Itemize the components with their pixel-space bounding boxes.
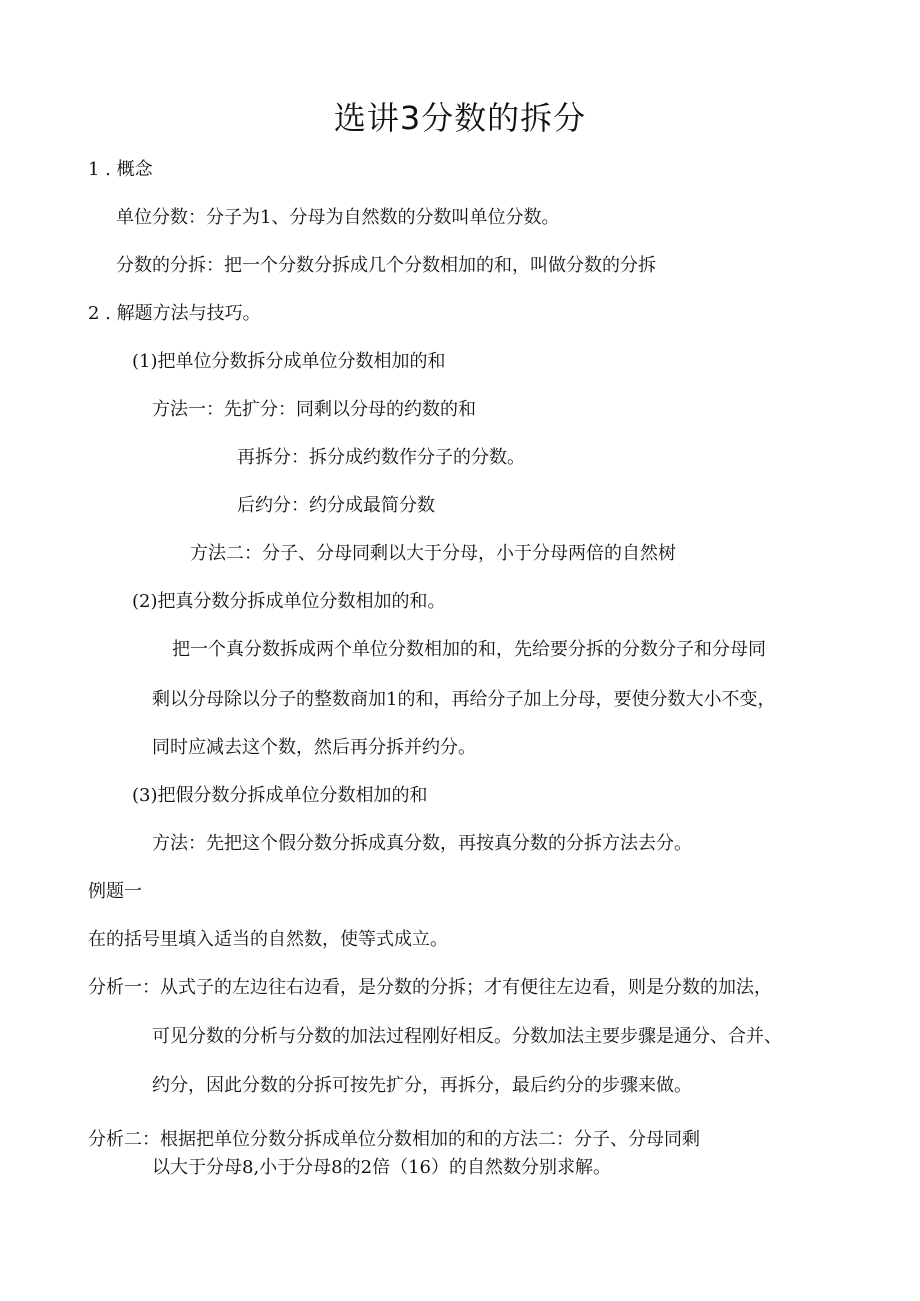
method1-way2: 方法二：分子、分母同剩以大于分母，小于分母两倍的自然树 [190,543,676,564]
method2-heading: (2)把真分数分拆成单位分数相加的和。 [132,591,446,612]
analysis2-line: 分析二：根据把单位分数分拆成单位分数相加的和的方法二：分子、分母同剩 [88,1129,700,1150]
method1-way1-expand: 方法一：先扩分：同剩以分母的约数的和 [152,399,476,420]
method2-paragraph-line: 把一个真分数拆成两个单位分数相加的和，先给要分拆的分数分子和分母同 [172,639,766,660]
concept-fraction-split: 分数的分拆：把一个分数分拆成几个分数相加的和，叫做分数的分拆 [116,255,656,276]
method1-way1-reduce: 后约分：约分成最简分数 [237,495,435,516]
document-title: 选讲3分数的拆分 [333,99,587,137]
analysis1-line: 可见分数的分析与分数的加法过程刚好相反。分数加法主要步骤是通分、合并、 [152,1026,782,1047]
methods-heading: 2 . 解题方法与技巧。 [88,303,261,324]
method3-heading: (3)把假分数分拆成单位分数相加的和 [132,785,428,806]
example-heading: 例题一 [88,881,142,902]
method3-way: 方法：先把这个假分数分拆成真分数，再按真分数的分拆方法去分。 [152,833,692,854]
method2-paragraph-line: 同时应减去这个数，然后再分拆并约分。 [152,737,476,758]
analysis2-line: 以大于分母8,小于分母8的2倍（16）的自然数分别求解。 [152,1157,611,1178]
concept-unit-fraction: 单位分数：分子为1、分母为自然数的分数叫单位分数。 [116,207,560,228]
concept-heading: 1 . 概念 [88,159,153,180]
example-task: 在的括号里填入适当的自然数，使等式成立。 [88,929,448,950]
method1-heading: (1)把单位分数拆分成单位分数相加的和 [132,351,446,372]
analysis1-line: 分析一：从式子的左边往右边看，是分数的分拆；才有便往左边看，则是分数的加法， [88,977,772,998]
analysis1-line: 约分，因此分数的分拆可按先扩分，再拆分，最后约分的步骤来做。 [152,1075,692,1096]
method1-way1-split: 再拆分：拆分成约数作分子的分数。 [237,447,525,468]
method2-paragraph-line: 剩以分母除以分子的整数商加1的和，再给分子加上分母，要使分数大小不变， [152,689,776,710]
